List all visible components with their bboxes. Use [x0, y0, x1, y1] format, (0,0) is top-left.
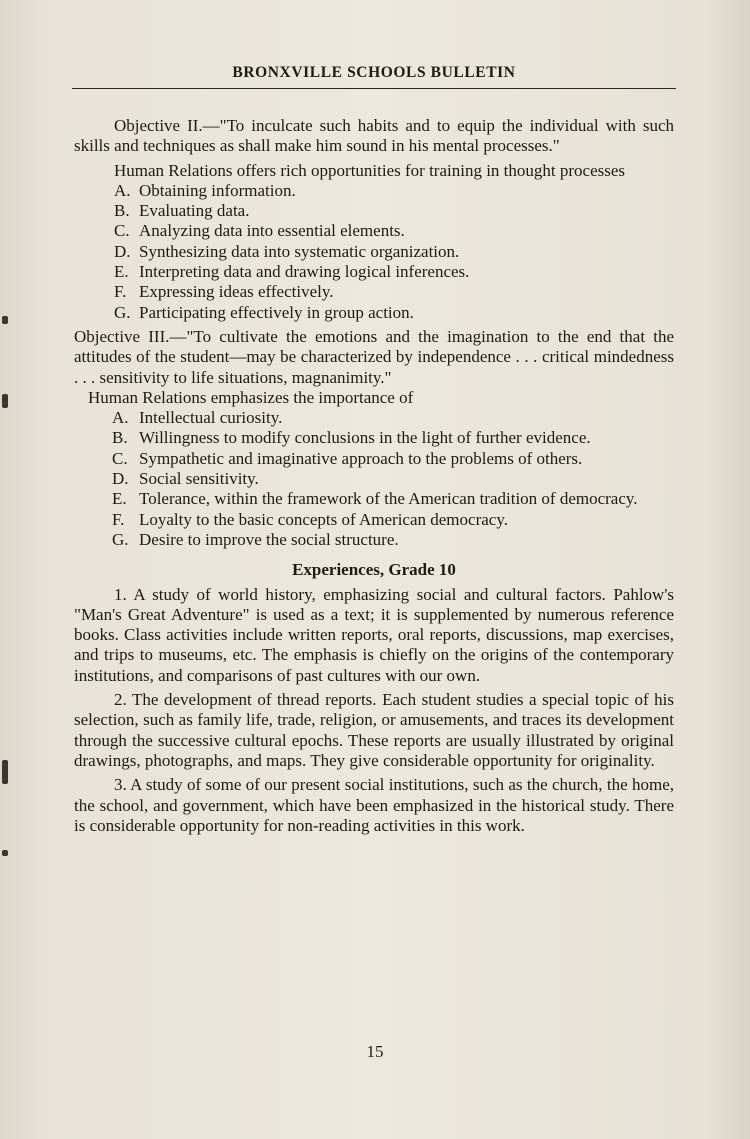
objective-2-lead: Human Relations offers rich opportunities for training in thought processes	[114, 160, 626, 180]
experience-paragraph-1: 1. A study of world history, emphasizing social and cultural factors. Pahlow's "Man's Great Adventure" is used as a text; it is supplemented by numerous reference books. Class activities include written reports, oral reports, discussions, map exercises, and trips to museums, etc. The emphasis is chiefly on the origins of the contemporary institutions, and comparisons of past cultures with our own.	[74, 584, 674, 685]
objective-3-quote: Objective III.—"To cultivate the emotions and the imagination to the end that the attitudes of the student—may be characterized by independence . . . critical mindedness . . . sensitivity to life situations, magnanimity."	[74, 326, 674, 387]
running-header: BRONXVILLE SCHOOLS BULLETIN	[72, 64, 676, 89]
objective-3-list	[74, 408, 674, 550]
binding-mark	[2, 316, 8, 324]
list-item: A. Obtaining information.	[114, 180, 296, 200]
list-item: A. Intellectual curiosity.	[112, 408, 283, 428]
list-item: C. Sympathetic and imaginative approach to the problems of others.	[112, 448, 583, 468]
list-item: F. Loyalty to the basic concepts of American democracy.	[112, 509, 508, 529]
objective-2-quote: Objective II.—"To inculcate such habits and to equip the individual with such skills and techniques as shall make him sound in his mental processes."	[74, 116, 674, 156]
list-item: D. Synthesizing data into systematic organization.	[114, 241, 460, 261]
list-item: C. Analyzing data into essential elements.	[114, 221, 405, 241]
objective-3-lead: Human Relations emphasizes the importance of	[88, 387, 414, 407]
list-item: F. Expressing ideas effectively.	[114, 282, 334, 302]
list-item: G. Participating effectively in group action.	[114, 302, 414, 322]
list-item: B. Willingness to modify conclusions in the light of further evidence.	[112, 428, 591, 448]
list-item: D. Social sensitivity.	[112, 469, 259, 489]
list-item: G. Desire to improve the social structure.	[112, 529, 399, 549]
binding-mark	[2, 394, 8, 408]
binding-mark	[2, 760, 8, 784]
list-item: E. Tolerance, within the framework of the American tradition of democracy.	[112, 489, 638, 509]
experience-paragraph-3: 3. A study of some of our present social institutions, such as the church, the home, the school, and government, which have been emphasized in the historical study. There is considerable opportunity for non-reading activities in this work.	[74, 775, 674, 835]
list-item: B. Evaluating data.	[114, 201, 250, 221]
list-item: E. Interpreting data and drawing logical inferences.	[114, 262, 470, 282]
section-heading: Experiences, Grade 10	[292, 560, 456, 580]
objective-2-list	[74, 181, 674, 323]
experience-paragraph-2: 2. The development of thread reports. Each student studies a special topic of his selection, such as family life, trade, religion, or amusements, and traces its development through the successive cultural epochs. These reports are usually illustrated by original drawings, photographs, and maps. They give considerable opportunity for originality.	[74, 690, 674, 770]
binding-mark	[2, 850, 8, 856]
page-body	[74, 116, 674, 836]
page-number: 15	[366, 1042, 384, 1061]
